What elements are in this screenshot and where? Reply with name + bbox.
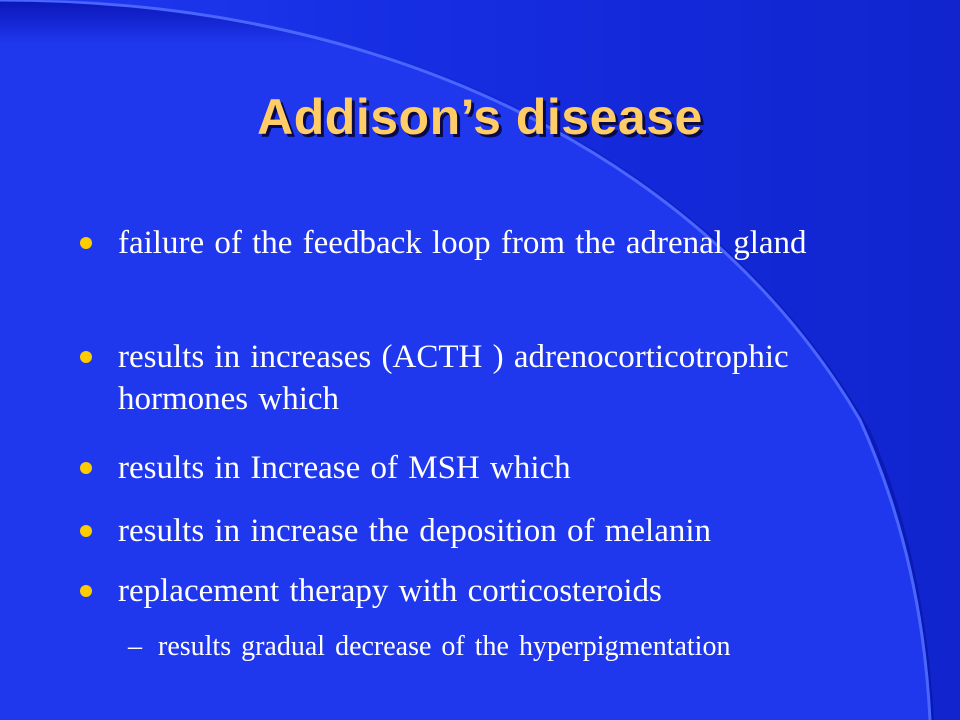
- bullet-dot-icon: [80, 585, 92, 597]
- bullet-dot-icon: [80, 525, 92, 537]
- dash-icon: –: [128, 631, 142, 662]
- sub-bullet-text: results gradual decrease of the hyperpigmentation: [158, 631, 731, 662]
- bullet-text: results in increases (ACTH ) adrenocorticotrophic hormones which: [118, 339, 789, 417]
- slide-title: Addison’s disease: [257, 89, 703, 145]
- bullet-text: results in Increase of MSH which: [118, 450, 571, 486]
- bullet-text: replacement therapy with corticosteroids: [118, 573, 662, 609]
- bullet-text: failure of the feedback loop from the adrenal gland: [118, 225, 807, 261]
- bullet-text: results in increase the deposition of melanin: [118, 513, 712, 549]
- bullet-dot-icon: [80, 351, 92, 363]
- bullet-dot-icon: [80, 462, 92, 474]
- bullet-dot-icon: [80, 237, 92, 249]
